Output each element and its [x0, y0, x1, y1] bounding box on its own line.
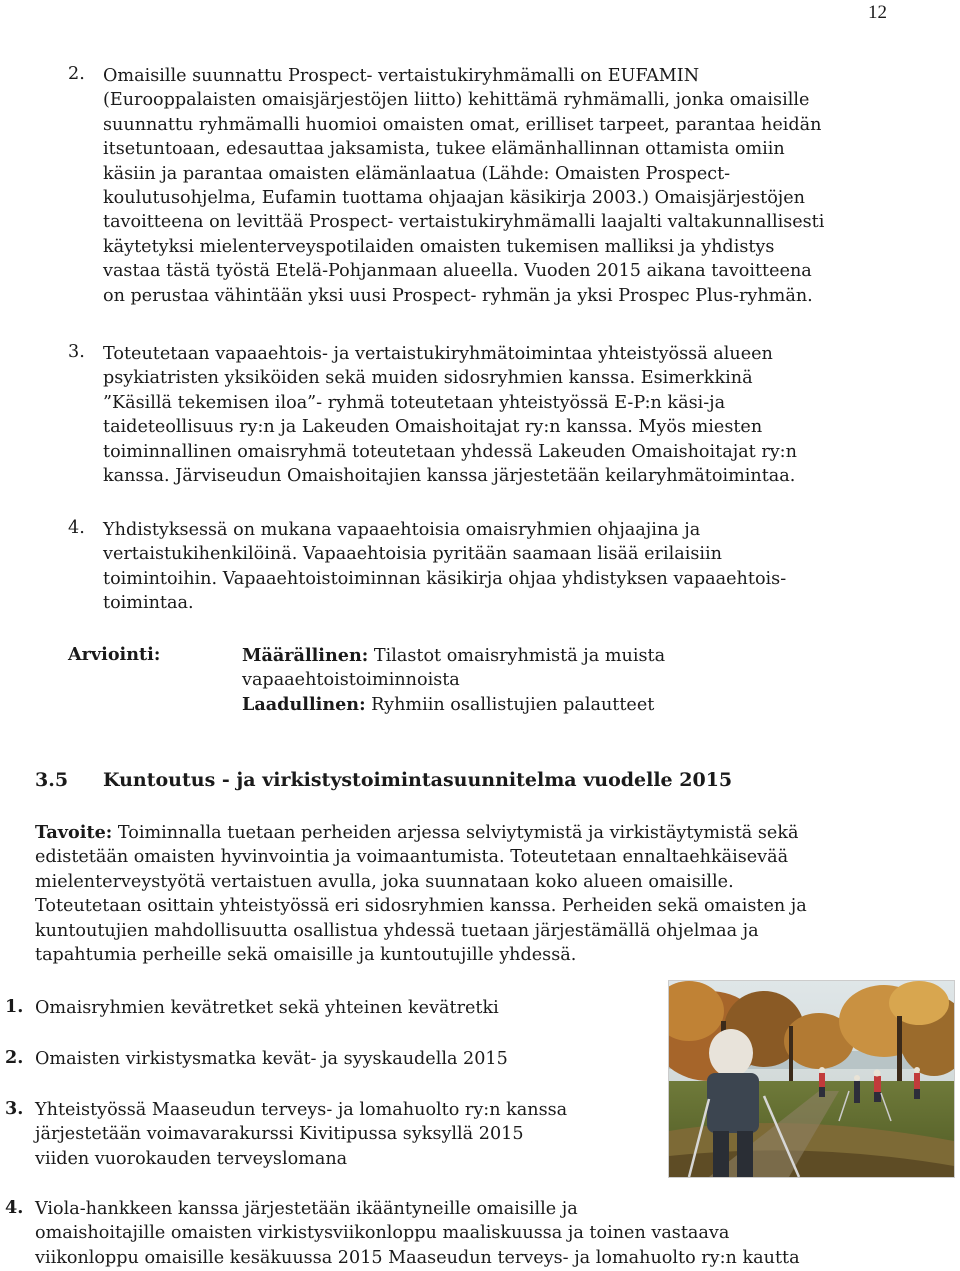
- arviointi-quantitative: [242, 644, 665, 668]
- text-line: edistetään omaisten hyvinvointia ja voimaantumista. Toteutetaan ennaltaehkäisevää: [35, 847, 789, 868]
- list-item-4-number: 4.: [5, 1197, 24, 1218]
- item-3-paragraph: [103, 342, 797, 488]
- text-line: vastaa tästä työstä Etelä-Pohjanmaan alueella. Vuoden 2015 aikana tavoitteena: [103, 261, 812, 282]
- list-item-2: [35, 1047, 508, 1071]
- quantitative-text-cont: vapaaehtoistoiminnoista: [242, 670, 460, 691]
- section-title: Kuntoutus - ja virkistystoimintasuunnitelma vuodelle 2015: [103, 769, 733, 791]
- arviointi-block: [242, 644, 665, 717]
- tavoite-label: Tavoite:: [35, 822, 113, 843]
- arviointi-qualitative: [242, 693, 665, 717]
- text-line: mielenterveystyötä vertaistuen avulla, joka suunnataan koko alueen omaisille.: [35, 871, 734, 892]
- qualitative-text: Ryhmiin osallistujien palautteet: [365, 694, 655, 715]
- text-line: kanssa. Järviseudun Omaishoitajien kanssa järjestetään keilaryhmätoimintaa.: [103, 466, 796, 487]
- text-line: taideteollisuus ry:n ja Lakeuden Omaishoitajat ry:n kanssa. Myös miesten: [103, 417, 763, 438]
- text-line: Yhteistyössä Maaseudun terveys- ja lomahuolto ry:n kanssa: [35, 1100, 568, 1120]
- item-4-number: 4.: [68, 518, 85, 538]
- text-line: järjestetään voimavarakurssi Kivitipussa syksyllä 2015: [35, 1124, 524, 1145]
- tavoite-first-line: [35, 821, 807, 845]
- section-number: 3.5: [35, 769, 69, 791]
- list-item-3: [35, 1098, 567, 1171]
- text-line: psykiatristen yksiköiden sekä muiden sidosryhmien kanssa. Esimerkkinä: [103, 368, 753, 389]
- item-2-number: 2.: [68, 64, 85, 84]
- tavoite-text: Toiminnalla tuetaan perheiden arjessa selviytymistä ja virkistäytymistä sekä: [112, 823, 799, 843]
- text-line: Viola-hankkeen kanssa järjestetään ikääntyneille omaisille ja: [35, 1199, 578, 1219]
- text-line: on perustaa vähintään yksi uusi Prospect- ryhmän ja yksi Prospec Plus-ryhmän.: [103, 285, 813, 306]
- text-line: toimintaa.: [103, 593, 194, 614]
- text-line: omaishoitajille omaisten virkistysviikonloppu maaliskuussa ja toinen vastaava: [35, 1223, 730, 1244]
- list-item-1-number: 1.: [5, 996, 24, 1017]
- text-line: Yhdistyksessä on mukana vapaaehtoisia omaisryhmien ohjaajina ja: [103, 520, 701, 540]
- text-line: vertaistukihenkilöinä. Vapaaehtoisia pyritään saamaan lisää erilaisiin: [103, 544, 722, 565]
- page-number: 12: [868, 2, 887, 23]
- qualitative-label: Laadullinen:: [242, 693, 366, 715]
- text-line: ”Käsillä tekemisen iloa”- ryhmä toteutetaan yhteistyössä E-P:n käsi-ja: [103, 392, 726, 413]
- list-item-4: [35, 1197, 800, 1270]
- arviointi-label: Arviointi:: [68, 644, 161, 665]
- list-item-3-number: 3.: [5, 1098, 24, 1119]
- text-line: itsetuntoaan, edesauttaa jaksamista, tukee elämänhallinnan ottamista omiin: [103, 139, 785, 160]
- text-line: (Eurooppalaisten omaisjärjestöjen liitto) kehittämä ryhmämalli, jonka omaisille: [103, 90, 810, 111]
- text-line: käsiin ja parantaa omaisten elämänlaatua (Lähde: Omaisten Prospect-: [103, 163, 731, 184]
- text-line: Toteutetaan osittain yhteistyössä eri sidosryhmien kanssa. Perheiden sekä omaisten ja: [35, 896, 807, 917]
- item-2-paragraph: [103, 64, 824, 308]
- text-line: Omaisten virkistysmatka kevät- ja syyskaudella 2015: [35, 1049, 508, 1069]
- text-line: Omaisille suunnattu Prospect- vertaistukiryhmämalli on EUFAMIN: [103, 66, 700, 86]
- text-line: Omaisryhmien kevätretket sekä yhteinen kevätretki: [35, 998, 499, 1018]
- text-line: käytetyksi mielenterveyspotilaiden omaisten tukemisen malliksi ja yhdistys: [103, 236, 775, 257]
- text-line: suunnattu ryhmämalli huomioi omaisten omat, erilliset tarpeet, parantaa heidän: [103, 114, 822, 135]
- list-item-1: [35, 996, 499, 1020]
- tavoite-paragraph: [35, 821, 807, 967]
- text-line: koulutusohjelma, Eufamin tuottama ohjaajan käsikirja 2003.) Omaisjärjestöjen: [103, 188, 805, 209]
- text-line: tapahtumia perheille sekä omaisille ja kuntoutujille yhdessä.: [35, 945, 577, 966]
- text-line: tavoitteena on levittää Prospect- vertaistukiryhmämalli laajalti valtakunnallisesti: [103, 212, 825, 233]
- item-4-paragraph: [103, 518, 786, 616]
- nordic-walking-photo: [668, 980, 955, 1178]
- text-line: toiminnallinen omaisryhmä toteutetaan yhdessä Lakeuden Omaishoitajat ry:n: [103, 441, 797, 462]
- item-3-number: 3.: [68, 342, 85, 362]
- text-line: toimintoihin. Vapaaehtoistoiminnan käsikirja ohjaa yhdistyksen vapaaehtois-: [103, 568, 787, 589]
- text-line: Toteutetaan vapaaehtois- ja vertaistukiryhmätoimintaa yhteistyössä alueen: [103, 344, 773, 364]
- text-line: kuntoutujien mahdollisuutta osallistua yhdessä tuetaan järjestämällä ohjelmaa ja: [35, 920, 759, 941]
- quantitative-text: Tilastot omaisryhmistä ja muista: [368, 646, 666, 666]
- text-line: viikonloppu omaisille kesäkuussa 2015 Maaseudun terveys- ja lomahuolto ry:n kautta: [35, 1247, 800, 1268]
- quantitative-label: Määrällinen:: [242, 645, 369, 666]
- text-line: viiden vuorokauden terveyslomana: [35, 1148, 348, 1169]
- list-item-2-number: 2.: [5, 1047, 24, 1068]
